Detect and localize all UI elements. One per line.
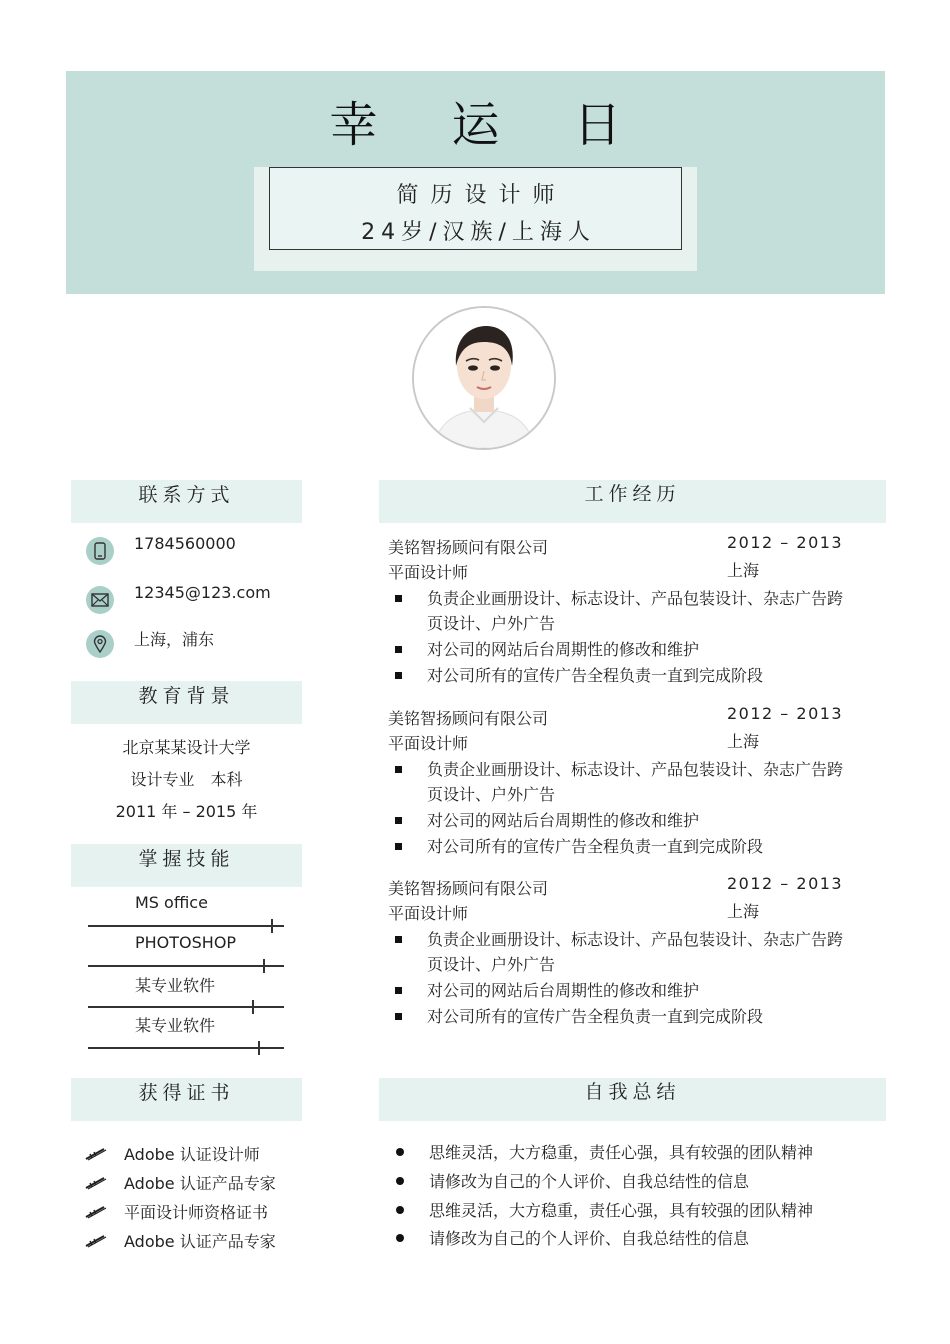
bullet-square-icon [395, 843, 402, 850]
job-period: 2012 – 2013 [727, 533, 844, 552]
bullet-dot-icon [396, 1177, 404, 1185]
skill-level-marker [263, 959, 265, 973]
job-duty: 对公司所有的宣传广告全程负责一直到完成阶段 [395, 834, 845, 859]
diploma-scroll-icon [84, 1146, 108, 1162]
cert-name: Adobe 认证产品专家 [124, 1232, 276, 1251]
address-text: 上海，浦东 [134, 630, 215, 649]
contact-email [86, 583, 271, 614]
cert-item [84, 1200, 268, 1223]
summary-item: 思维灵活，大方稳重，责任心强，具有较强的团队精神 [396, 1198, 813, 1221]
job-location: 上海 [727, 732, 760, 751]
bullet-square-icon [395, 766, 402, 773]
job-title: 平面设计师 [388, 734, 469, 753]
bullet-square-icon [395, 936, 402, 943]
skill-level-marker [271, 919, 273, 933]
bullet-square-icon [395, 987, 402, 994]
job-title: 平面设计师 [388, 904, 469, 923]
section-education-title: 教育背景 [71, 681, 302, 724]
phone-number: 1784560000 [134, 534, 236, 553]
job-title: 平面设计师 [388, 563, 469, 582]
job-duty: 对公司的网站后台周期性的修改和维护 [395, 637, 845, 662]
section-contact-title: 联系方式 [71, 480, 302, 523]
job-duty: 负责企业画册设计、标志设计、产品包装设计、杂志广告跨页设计、户外广告 [395, 927, 845, 977]
bullet-dot-icon [396, 1206, 404, 1214]
job-duty: 对公司所有的宣传广告全程负责一直到完成阶段 [395, 663, 845, 688]
education-major: 设计专业 本科 [130, 770, 243, 789]
contact-address [86, 630, 215, 658]
cert-name: Adobe 认证设计师 [124, 1145, 260, 1164]
personal-info: 24岁/汉族/上海人 [361, 220, 596, 245]
profile-photo [412, 306, 556, 450]
location-pin-icon [86, 630, 114, 658]
job-location: 上海 [727, 561, 760, 580]
section-skills-title: 掌握技能 [71, 844, 302, 887]
summary-item: 请修改为自己的个人评价、自我总结性的信息 [396, 1226, 749, 1249]
job-company: 美铭智扬顾问有限公司 [388, 538, 549, 557]
skill-level-marker [258, 1041, 260, 1055]
education-school: 北京某某设计大学 [122, 738, 251, 757]
bullet-square-icon [395, 817, 402, 824]
skill-name: 某专业软件 [135, 1016, 216, 1035]
job-duty: 对公司的网站后台周期性的修改和维护 [395, 808, 845, 833]
skill-level-marker [252, 1000, 254, 1014]
job-location: 上海 [727, 902, 760, 921]
cert-name: 平面设计师资格证书 [124, 1203, 269, 1222]
email-address: 12345@123.com [134, 583, 271, 602]
skill-bar [88, 1006, 284, 1008]
name-char: 日 [573, 97, 624, 153]
name-char: 幸 [329, 97, 380, 153]
job-period: 2012 – 2013 [727, 874, 844, 893]
bullet-dot-icon [396, 1234, 404, 1242]
section-work-title: 工作经历 [379, 480, 886, 523]
diploma-scroll-icon [84, 1233, 108, 1249]
bullet-square-icon [395, 1013, 402, 1020]
job-company: 美铭智扬顾问有限公司 [388, 709, 549, 728]
bullet-square-icon [395, 672, 402, 679]
skill-name: 某专业软件 [135, 976, 216, 995]
job-role: 简历设计师 [396, 183, 567, 208]
skill-bar [88, 925, 284, 927]
cert-item [84, 1171, 276, 1194]
skill-name: PHOTOSHOP [135, 933, 237, 952]
cert-name: Adobe 认证产品专家 [124, 1174, 276, 1193]
section-certs-title: 获得证书 [71, 1078, 302, 1121]
job-duty: 对公司的网站后台周期性的修改和维护 [395, 978, 845, 1003]
education-period: 2011 年 – 2015 年 [115, 802, 258, 821]
candidate-name [66, 86, 885, 155]
summary-item: 思维灵活，大方稳重，责任心强，具有较强的团队精神 [396, 1140, 813, 1163]
bullet-dot-icon [396, 1148, 404, 1156]
job-company: 美铭智扬顾问有限公司 [388, 879, 549, 898]
summary-item: 请修改为自己的个人评价、自我总结性的信息 [396, 1169, 749, 1192]
skill-bar [88, 1047, 284, 1049]
bullet-square-icon [395, 595, 402, 602]
cert-item [84, 1142, 260, 1165]
subtitle-box [269, 167, 682, 250]
job-period: 2012 – 2013 [727, 704, 844, 723]
diploma-scroll-icon [84, 1204, 108, 1220]
cert-item [84, 1229, 276, 1252]
skill-name: MS office [135, 893, 208, 912]
portrait-illustration [414, 308, 554, 448]
mail-icon [86, 586, 114, 614]
section-summary-title: 自我总结 [379, 1078, 886, 1121]
bullet-square-icon [395, 646, 402, 653]
job-duty: 对公司所有的宣传广告全程负责一直到完成阶段 [395, 1004, 845, 1029]
phone-icon [86, 537, 114, 565]
contact-phone [86, 534, 236, 565]
name-char: 运 [451, 97, 502, 153]
skill-bar [88, 965, 284, 967]
job-duty: 负责企业画册设计、标志设计、产品包装设计、杂志广告跨页设计、户外广告 [395, 757, 845, 807]
job-duty: 负责企业画册设计、标志设计、产品包装设计、杂志广告跨页设计、户外广告 [395, 586, 845, 636]
diploma-scroll-icon [84, 1175, 108, 1191]
